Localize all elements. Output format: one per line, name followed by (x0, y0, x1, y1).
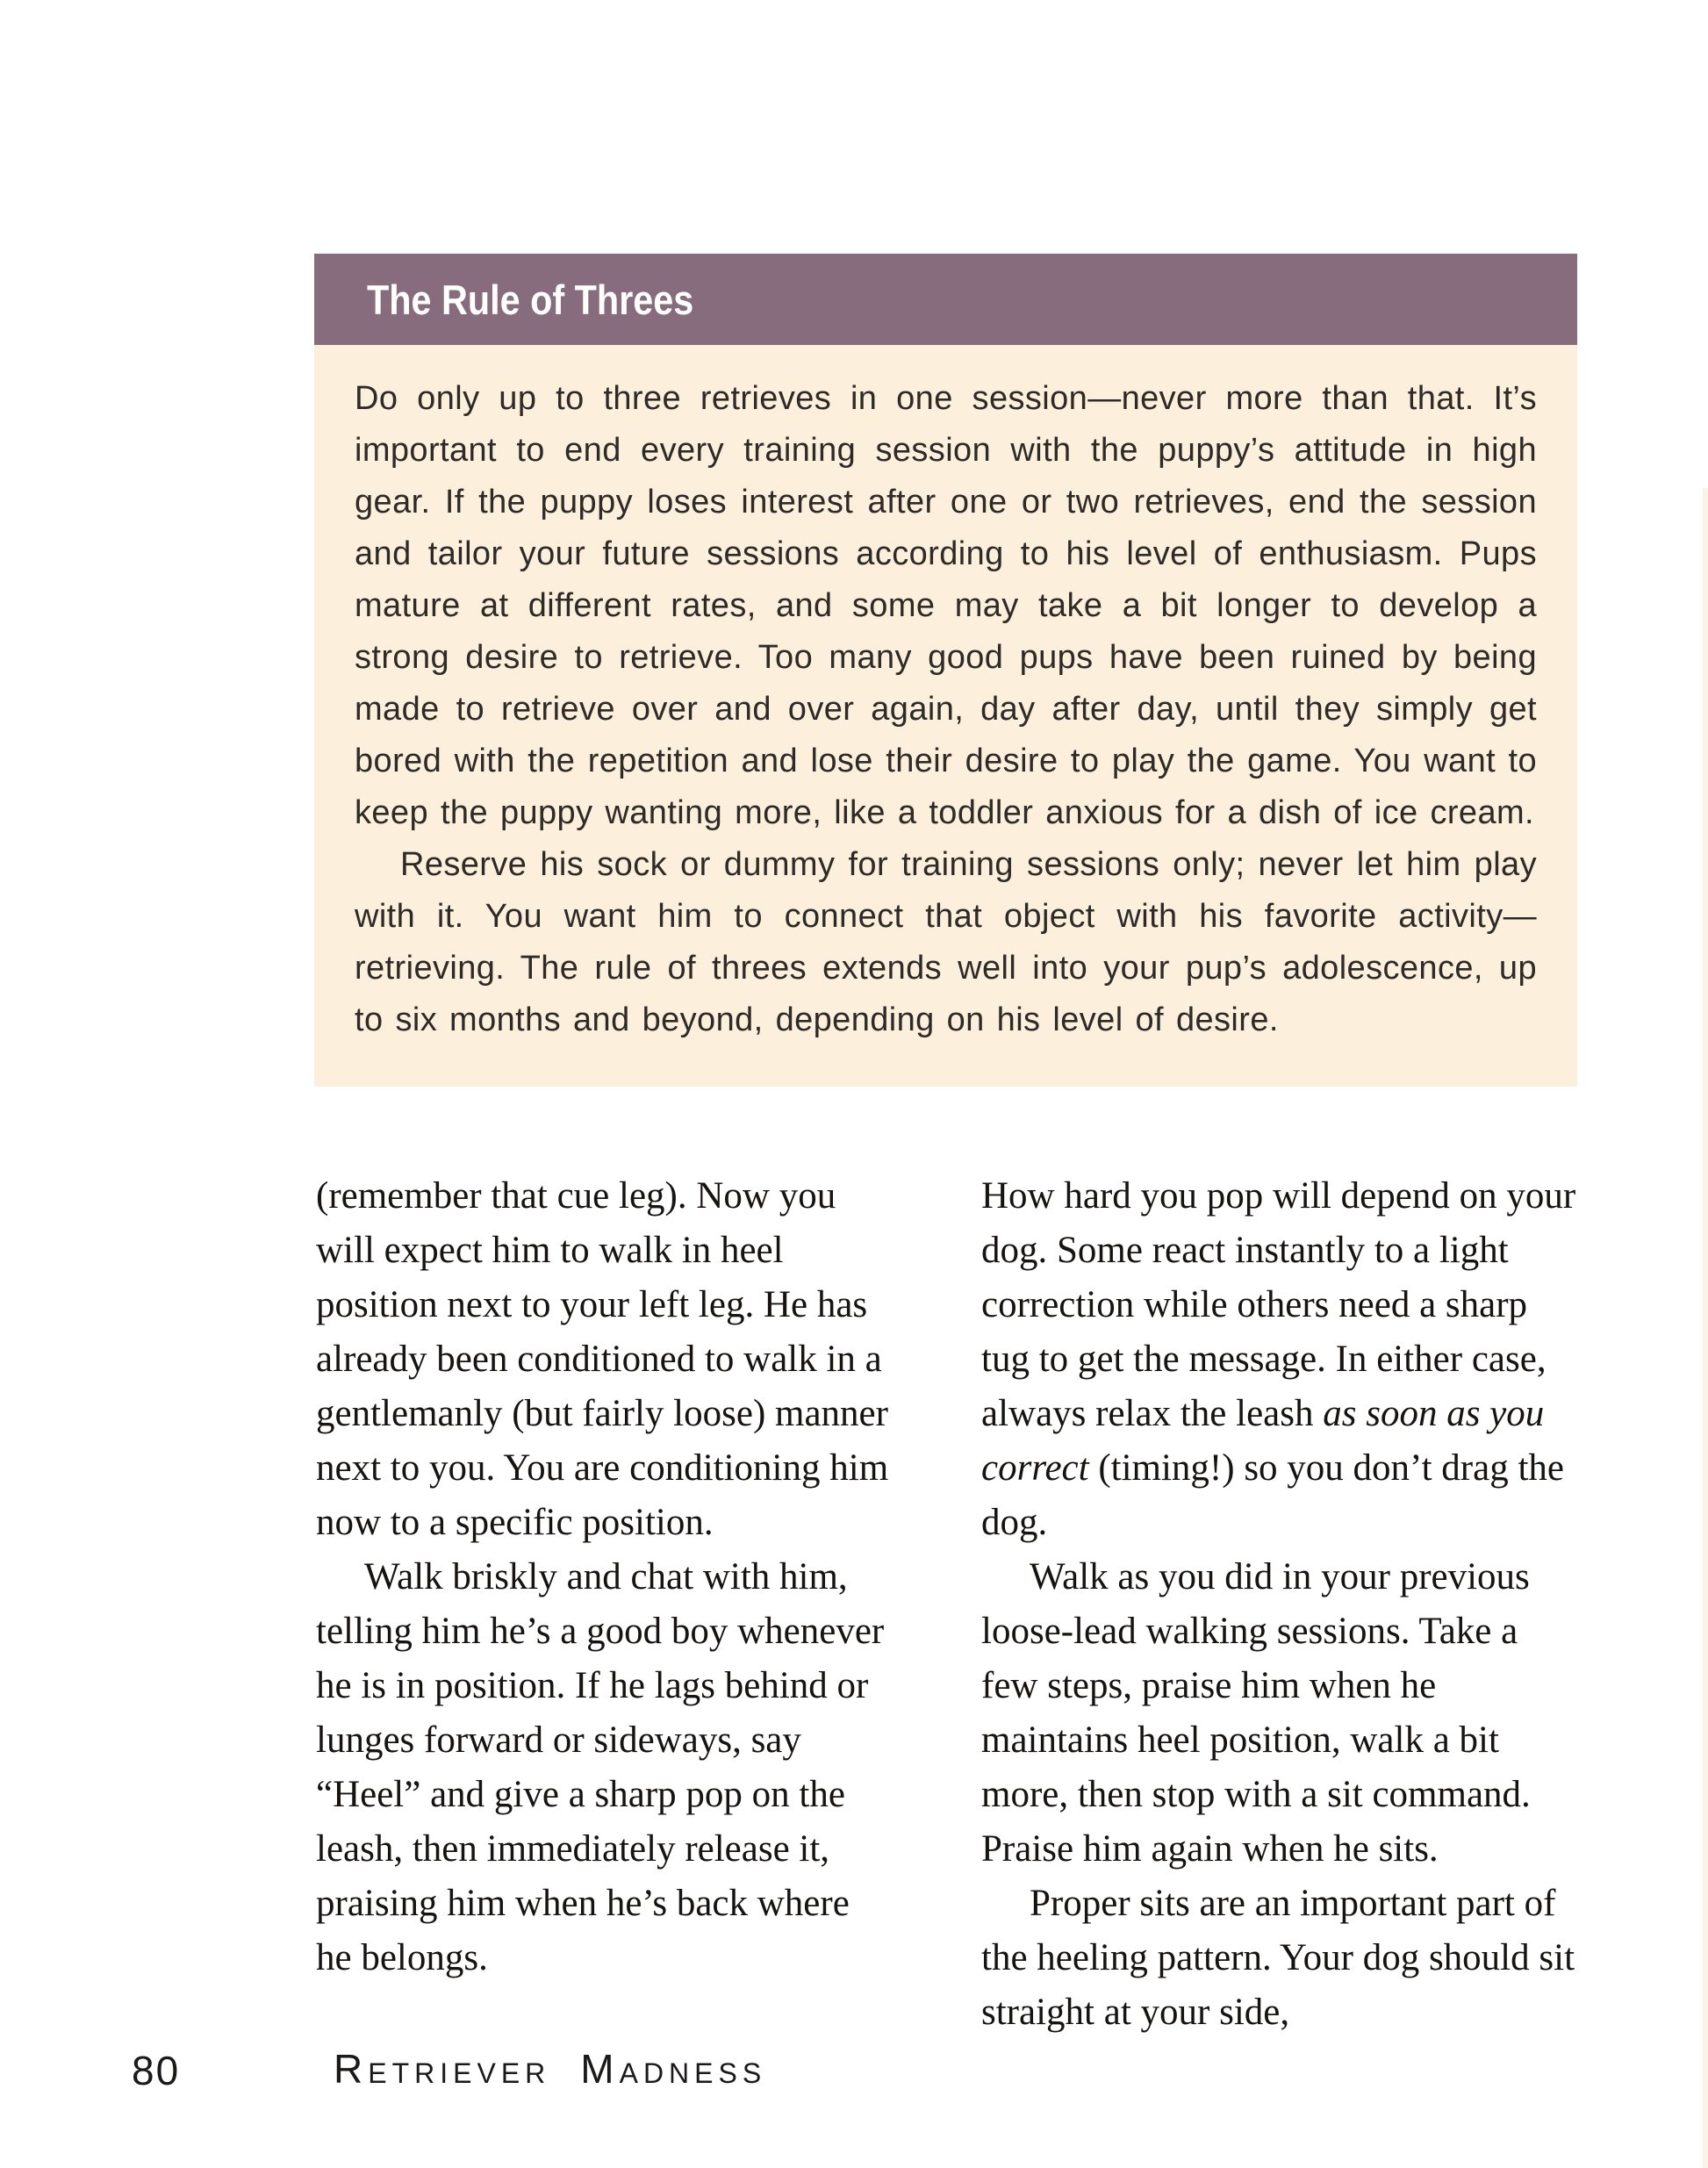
paragraph (355, 373, 1537, 839)
rule-of-threes-callout (314, 254, 1577, 1087)
text-run: (remember that cue leg). Now you will expect him to walk in heel position next to your left leg. He has already been conditioned to walk in a gentlemanly (but fairly loose) manner next to you. You are conditioning him now to a specific position. (316, 1175, 889, 1543)
text-run: Walk briskly and chat with him, telling him he’s a good boy whenever he is in position. If he lags behind or lunges forward or sideways, say “Heel” and give a sharp pop on the leash, then immediately release it, praising him when he’s back where he belongs. (316, 1556, 885, 1978)
paragraph (316, 1169, 893, 1550)
paragraph (981, 1550, 1582, 1877)
paragraph (316, 1550, 893, 1985)
text-run: Do only up to three retrieves in one session—never more than that. It’s important to end every training session with the puppy’s attitude in high gear. If the puppy loses interest after one or two retrieves, end the session and tailor your future sessions according to his level of enthusiasm. Pups mature at different rates, and some may take a bit longer to develop a strong desire to retrieve. Too many good pups have been ruined by being made to retrieve over and over again, day after day, until they simply get bored with the repetition and lose their desire to play the game. You want to keep the puppy wanting more, like a toddler anxious for a dish of ice cream. (355, 380, 1537, 831)
italic-text-run: as soon as you correct (981, 1393, 1545, 1489)
paragraph (981, 1877, 1582, 2040)
callout-header-bar (314, 254, 1577, 345)
page-edge-artifact (1703, 488, 1708, 2168)
left-column (316, 1169, 893, 2040)
paragraph (981, 1169, 1582, 1550)
text-run: Proper sits are an important part of the heeling pattern. Your dog should sit straight at your side, (981, 1883, 1575, 2033)
text-run: Walk as you did in your previous loose-lead walking sessions. Take a few steps, praise him when he maintains heel position, walk a bit more, then stop with a sit command. Praise him again when he sits. (981, 1556, 1531, 1870)
running-book-title (334, 2045, 766, 2093)
page-number: 80 (132, 2048, 181, 2093)
paragraph (355, 839, 1537, 1046)
text-run: Reserve his sock or dummy for training sessions only; never let him play with it. You want him to connect that object with his favorite activity—retrieving. The rule of threes extends well into your pup’s adolescence, up to six months and beyond, depending on his level of desire. (355, 846, 1537, 1038)
book-title-word: MADNESS (580, 2046, 767, 2092)
callout-title: The Rule of Threes (367, 276, 694, 323)
text-run: (timing!) so you don’t drag the dog. (981, 1447, 1564, 1543)
text-run: How hard you pop will depend on your dog. Some react instantly to a light correction while others need a sharp tug to get the message. In either case, always relax the leash (981, 1175, 1576, 1434)
book-title-word: RETRIEVER (334, 2046, 551, 2092)
callout-body-text (314, 345, 1577, 1087)
article-body (316, 1169, 1582, 2040)
right-column (981, 1169, 1582, 2040)
